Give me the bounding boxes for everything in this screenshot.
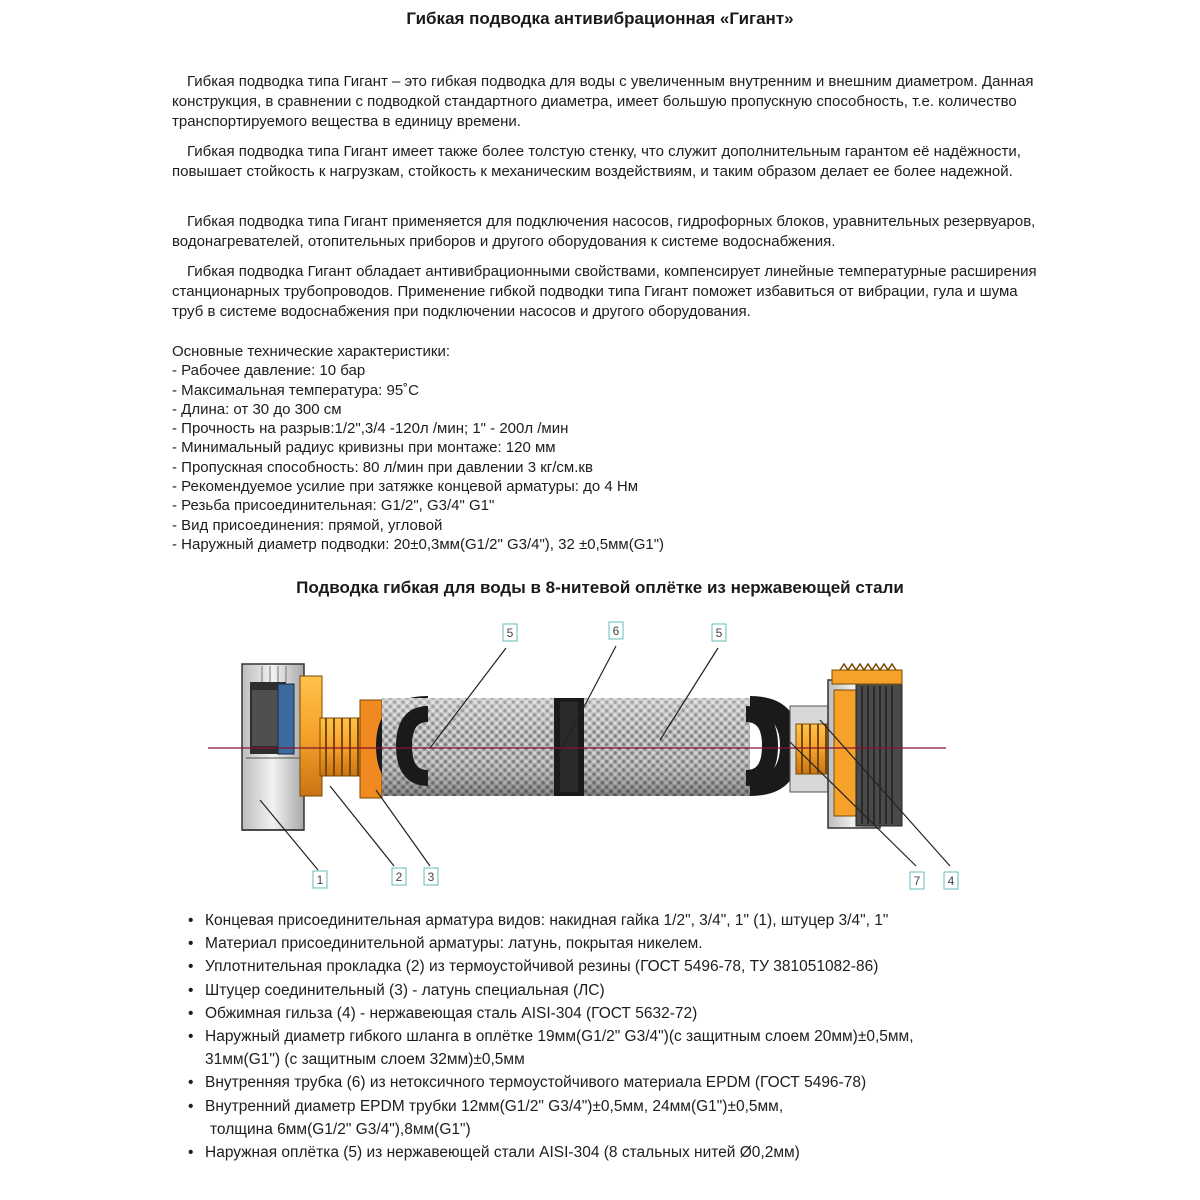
component-item: • Уплотнительная прокладка (2) из термоустойчивой резины (ГОСТ 5496-78, ТУ 381051082-86) (185, 955, 1065, 978)
callout-5-right: 5 (715, 626, 723, 640)
diagram-title: Подводка гибкая для воды в 8-нитевой оплётке из нержавеющей стали (296, 578, 904, 597)
callout-2: 2 (395, 870, 403, 884)
spec-item: - Рекомендуемое усилие при затяжке концевой арматуры: до 4 Нм (172, 478, 639, 496)
component-item: • Штуцер соединительный (3) - латунь специальная (ЛС) (185, 979, 1065, 1002)
callout-5-left: 5 (506, 626, 514, 640)
callout-1: 1 (316, 873, 324, 887)
spec-item: - Пропускная способность: 80 л/мин при давлении 3 кг/см.кв (172, 458, 593, 476)
intro-paragraph-2: Гибкая подводка типа Гигант имеет также более толстую стенку, что служит дополнительным гарантом её надёжности, повышает стойкость к нагрузкам, стойкость к механическим воздействиям, и таким образом делает ее более надежной. (172, 143, 1021, 180)
component-item: • Внутренний диаметр EPDM трубки 12мм(G1/2" G3/4")±0,5мм, 24мм(G1")±0,5мм, толщина 6мм(G1/2" G3/4"),8мм(G1") (185, 1095, 1065, 1141)
callout-6: 6 (612, 624, 620, 638)
specs-list (172, 342, 664, 554)
components-list (185, 909, 1065, 1164)
spec-item: - Рабочее давление: 10 бар (172, 362, 366, 380)
spec-item: - Наружный диаметр подводки: 20±0,3мм(G1/2" G3/4"), 32 ±0,5мм(G1") (172, 535, 665, 553)
component-item: • Наружный диаметр гибкого шланга в оплётке 19мм(G1/2" G3/4")(с защитным слоем 20мм)±0,5мм, 31мм(G1") (с защитным слоем 32мм)±0,5мм (185, 1025, 1065, 1071)
specs-heading: Основные технические характеристики: (172, 343, 451, 360)
callout-4: 4 (947, 874, 955, 888)
callout-7: 7 (913, 874, 921, 888)
component-item: • Концевая присоединительная арматура видов: накидная гайка 1/2", 3/4", 1" (1), штуцер 3/4", 1" (185, 909, 1065, 932)
page-title: Гибкая подводка антивибрационная «Гигант» (406, 9, 794, 28)
component-item: • Материал присоединительной арматуры: латунь, покрытая никелем. (185, 932, 1065, 955)
spec-item: - Длина: от 30 до 300 см (172, 400, 342, 418)
intro-paragraph-3: Гибкая подводка типа Гигант применяется для подключения насосов, гидрофорных блоков, уравнительных резервуаров, водонагревателей, отопительных приборов и другого оборудования к системе водоснабжения. (172, 213, 1036, 250)
component-item: • Обжимная гильза (4) - нержавеющая сталь AISI-304 (ГОСТ 5632-72) (185, 1002, 1065, 1025)
component-item: • Наружная оплётка (5) из нержавеющей стали AISI-304 (8 стальных нитей Ø0,2мм) (185, 1141, 1065, 1164)
union-nut (242, 664, 304, 830)
spec-item: - Минимальный радиус кривизны при монтаже: 120 мм (172, 439, 556, 457)
spec-item: - Прочность на разрыв:1/2",3/4 -120л /мин; 1" - 200л /мин (172, 420, 569, 438)
spec-item: - Вид присоединения: прямой, угловой (172, 516, 443, 534)
intro-paragraph-1: Гибкая подводка типа Гигант – это гибкая подводка для воды с увеличенным внутренним и внешним диаметром. Данная конструкция, в сравнении с подводкой стандартного диаметра, имеет большую пропускную способность, т.е. количество транспортируемого вещества в единицу времени. (172, 73, 1034, 130)
spec-item: - Максимальная температура: 95˚С (172, 381, 419, 399)
spec-item: - Резьба присоединительная: G1/2", G3/4" G1" (172, 497, 495, 515)
component-item: • Внутренняя трубка (6) из нетоксичного термоустойчивого материала EPDM (ГОСТ 5496-78) (185, 1071, 1065, 1094)
callout-3: 3 (427, 870, 435, 884)
intro-paragraph-4: Гибкая подводка Гигант обладает антивибрационными свойствами, компенсирует линейные температурные расширения станционарных трубопроводов. Применение гибкой подводки типа Гигант поможет избавиться от вибрации, гула и шума труб в системе водоснабжения при подключении насосов и другого оборудования. (172, 263, 1037, 320)
left-fitting (300, 676, 382, 798)
hose-diagram (0, 610, 1200, 910)
right-fitting (790, 664, 902, 828)
